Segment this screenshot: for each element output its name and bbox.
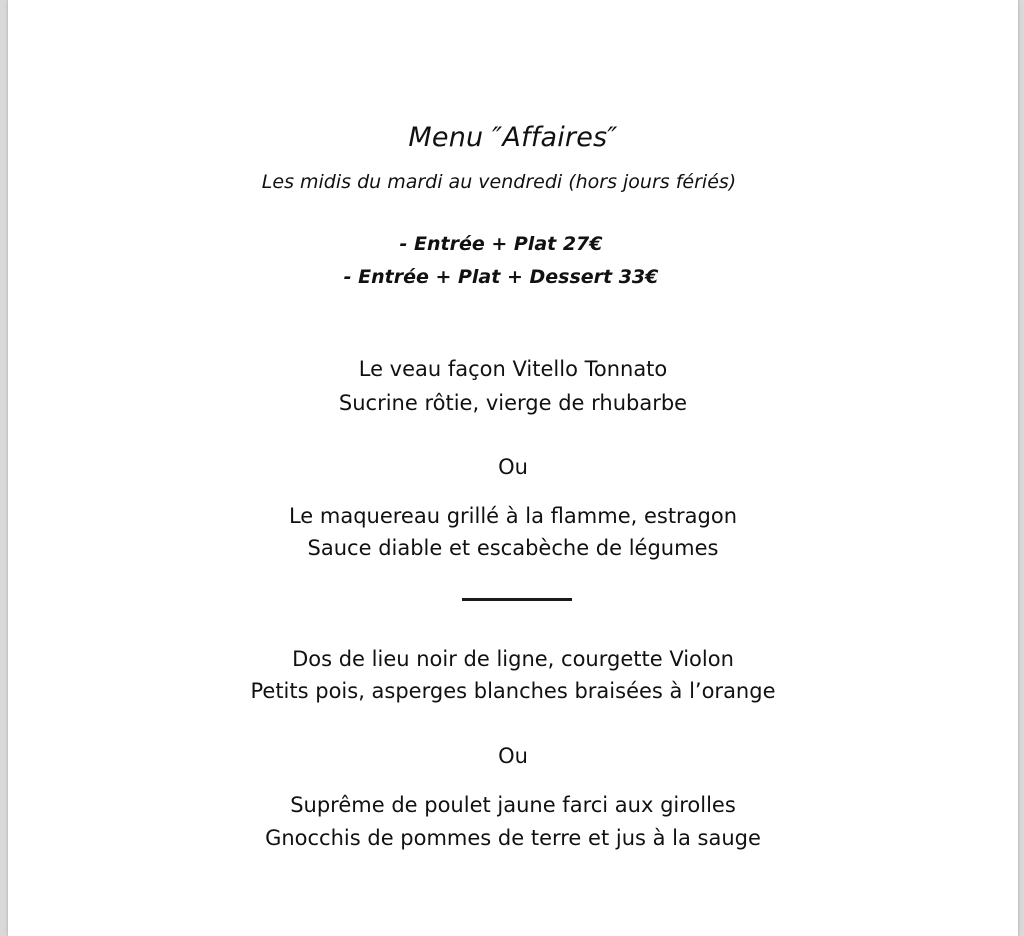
menu-subtitle: Les midis du mardi au vendredi (hors jours fériés) bbox=[261, 171, 737, 193]
main-1-line-2: Petits pois, asperges blanches braisées à l’orange bbox=[250, 679, 776, 703]
menu-page bbox=[8, 0, 1018, 936]
starter-1-line-2: Sucrine rôtie, vierge de rhubarbe bbox=[338, 391, 688, 415]
section-divider bbox=[462, 598, 572, 601]
menu-title: Menu ″Affaires″ bbox=[408, 122, 618, 153]
starter-2-line-1: Le maquereau grillé à la flamme, estragon bbox=[288, 504, 738, 528]
starter-1-line-1: Le veau façon Vitello Tonnato bbox=[358, 357, 668, 381]
main-2-line-2: Gnocchis de pommes de terre et jus à la sauge bbox=[265, 826, 761, 850]
starter-2-line-2: Sauce diable et escabèche de légumes bbox=[307, 536, 719, 560]
main-or-separator: Ou bbox=[498, 744, 528, 768]
main-2-line-1: Suprême de poulet jaune farci aux girolles bbox=[290, 793, 736, 817]
price-line-entree-plat: - Entrée + Plat 27€ bbox=[399, 233, 603, 255]
price-line-entree-plat-dessert: - Entrée + Plat + Dessert 33€ bbox=[343, 266, 659, 288]
main-1-line-1: Dos de lieu noir de ligne, courgette Violon bbox=[292, 647, 734, 671]
starter-or-separator: Ou bbox=[498, 455, 528, 479]
